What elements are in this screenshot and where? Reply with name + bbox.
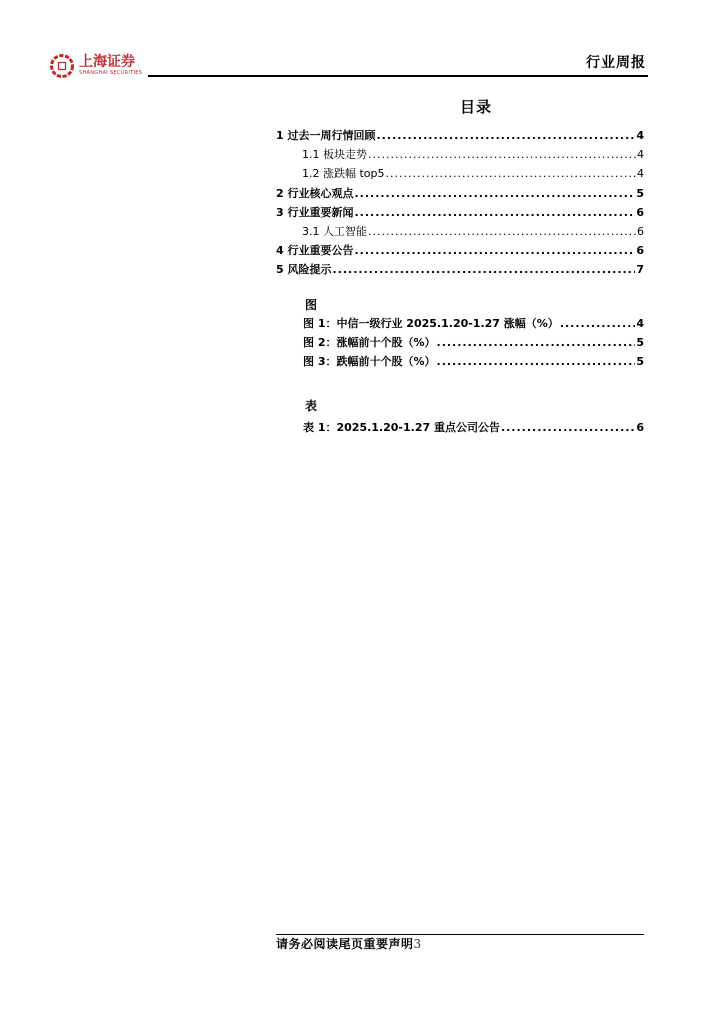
logo-english-name: SHANGHAI SECURITIES (79, 70, 143, 76)
toc-entry-page: 7 (636, 263, 644, 277)
toc-entry-label: 1 过去一周行情回顾 (276, 129, 376, 142)
toc-entry[interactable] (276, 223, 644, 242)
figure-entry-page: 4 (636, 317, 644, 330)
toc-entry-page: 6 (636, 244, 644, 258)
company-logo (50, 54, 142, 80)
figure-entry[interactable] (303, 353, 644, 372)
toc-leader-dots (368, 225, 636, 238)
toc-entry[interactable] (276, 242, 644, 261)
toc-entry[interactable] (276, 261, 644, 280)
footer-disclaimer: 请务必阅读尾页重要声明 (276, 937, 414, 951)
toc-entry[interactable] (276, 146, 644, 165)
toc-entry-page: 4 (636, 129, 644, 142)
toc-entry[interactable] (276, 127, 644, 146)
figure-entry-label: 图 1：中信一级行业 2025.1.20-1.27 涨幅（%） (303, 317, 559, 330)
toc-entry-label: 3.1 人工智能 (302, 224, 367, 238)
toc-leader-dots (386, 167, 636, 180)
toc-entry-label: 4 行业重要公告 (276, 244, 354, 258)
toc-entry-page: 6 (636, 205, 644, 219)
toc-entry-label: 5 风险提示 (276, 263, 332, 277)
header-divider (148, 75, 648, 77)
page-header (48, 48, 648, 80)
figure-entry-page: 5 (636, 336, 644, 349)
table-entry[interactable] (303, 419, 644, 438)
figure-entry-page: 5 (636, 355, 644, 368)
toc-leader-dots (354, 187, 635, 200)
toc-leader-dots (437, 336, 636, 349)
toc-leader-dots (437, 355, 636, 368)
toc-entry-label: 3 行业重要新闻 (276, 205, 354, 219)
figure-entry[interactable] (303, 334, 644, 353)
toc-entry-label: 1.1 板块走势 (302, 148, 367, 162)
toc-leader-dots (501, 421, 635, 434)
toc-leader-dots (560, 317, 636, 330)
figure-entry[interactable] (303, 315, 644, 334)
table-of-contents (276, 127, 644, 281)
tables-list (303, 419, 644, 438)
toc-leader-dots (376, 129, 635, 142)
tables-heading: 表 (305, 399, 318, 413)
table-entry-page: 6 (636, 421, 644, 434)
toc-entry[interactable] (276, 204, 644, 223)
logo-chinese-name: 上海证券 (79, 54, 135, 70)
toc-entry-page: 5 (636, 186, 644, 200)
toc-entry-page: 4 (637, 167, 644, 181)
figure-entry-label: 图 3：跌幅前十个股（%） (303, 355, 436, 368)
figures-heading: 图 (305, 298, 318, 312)
toc-entry-page: 4 (637, 148, 644, 162)
toc-entry[interactable] (276, 165, 644, 184)
figure-entry-label: 图 2：涨幅前十个股（%） (303, 336, 436, 349)
report-type-label: 行业周报 (586, 55, 646, 71)
toc-leader-dots (368, 148, 636, 161)
logo-emblem-icon (50, 54, 74, 78)
toc-leader-dots (332, 263, 635, 276)
toc-title: 目录 (459, 98, 492, 116)
table-entry-label: 表 1：2025.1.20-1.27 重点公司公告 (303, 421, 500, 434)
toc-entry-page: 6 (637, 224, 644, 238)
page-number: 3 (413, 937, 422, 951)
toc-entry-label: 2 行业核心观点 (276, 186, 354, 200)
toc-leader-dots (354, 244, 635, 257)
page-footer (276, 935, 422, 952)
toc-entry[interactable] (276, 185, 644, 204)
toc-entry-label: 1.2 涨跌幅 top5 (302, 167, 385, 181)
figures-list (303, 315, 644, 372)
toc-leader-dots (354, 206, 635, 219)
